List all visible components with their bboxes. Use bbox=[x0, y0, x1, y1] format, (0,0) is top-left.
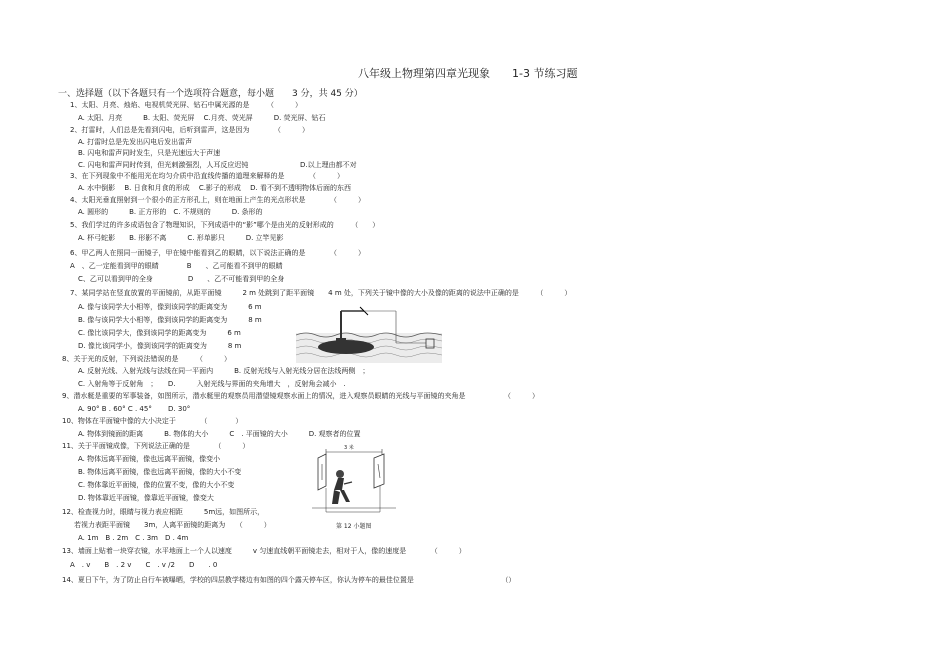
question-12-stem-continued: 若视力表距平面镜 3m，人离平面镜的距离为 （ ） bbox=[74, 521, 271, 529]
question-11-option-a: A. 物体远离平面镜，像也远离平面镜，像变小 bbox=[78, 455, 221, 463]
question-12: 12、检查视力时，眼睛与视力表应相距 5m远，如图所示， bbox=[62, 508, 265, 516]
eye-test-drawing bbox=[304, 444, 404, 522]
question-6: 6、甲乙两人在照同一面镜子，甲在镜中能看到乙的眼睛，以下说法正确的是 （ ） bbox=[70, 249, 365, 257]
question-11: 11、关于平面镜成像，下列说法正确的是 （ ） bbox=[62, 442, 250, 450]
question-14: 14、夏日下午，为了防止自行车被曝晒，学校的四层教学楼边有如图的四个露天停车区，你认为停车的最佳位置是 （） bbox=[62, 576, 516, 584]
question-11-option-c: C. 物体靠近平面镜，像的位置不变，像的大小不变 bbox=[78, 481, 235, 489]
question-4-options: A. 圆形的 B. 正方形的 C. 不规则的 D. 条形的 bbox=[78, 208, 263, 216]
question-7: 7、某同学站在竖直放置的平面镜前，从距平面镜 2 m 处跳到了距平面镜 4 m 处，下列关于镜中像的大小及像的距离的说法中正确的是 （ ） bbox=[70, 289, 572, 297]
question-5: 5、我们学过的许多成语包含了物理知识，下列成语中的“影”哪个是由光的反射形成的 （ ） bbox=[70, 221, 380, 229]
question-4: 4、太阳光垂直照射到一个很小的正方形孔上，则在地面上产生的光点形状是 （ ） bbox=[70, 196, 365, 204]
question-2-option-a: A. 打雷时总是先发出闪电后发出雷声 bbox=[78, 138, 193, 146]
question-2-option-b: B. 闪电和雷声同时发生，只是光速远大于声速 bbox=[78, 149, 221, 157]
question-1-options: A. 太阳、月亮 B. 太阳、荧光屏 C.月亮、荧光屏 D. 荧光屏、钻石 bbox=[78, 114, 326, 122]
question-8: 8、关于光的反射，下列说法错误的是 （ ） bbox=[62, 355, 231, 363]
question-10-options: A. 物体到镜面的距离 B. 物体的大小 C . 平面镜的大小 D. 观察者的位置 bbox=[78, 430, 361, 438]
question-7-option-a: A. 像与该同学大小相等，像到该同学的距离变为 6 m bbox=[78, 303, 262, 311]
periscope-figure bbox=[296, 303, 442, 363]
question-9: 9、潜水艇是重要的军事装备，如图所示，潜水艇里的观察员用潜望镜观察水面上的情况，进入观察员眼睛的光线与平面镜的夹角是 （ ） bbox=[62, 392, 539, 400]
question-3: 3、在下列现象中不能用光在均匀介质中沿直线传播的道理来解释的是 （ ） bbox=[70, 172, 344, 180]
question-2-option-d: D.以上理由都不对 bbox=[300, 161, 357, 169]
section-heading: 一、选择题（以下各题只有一个选项符合题意，每小题 3 分，共 45 分） bbox=[58, 89, 363, 99]
question-7-option-b: B. 像与该同学大小相等，像到该同学的距离变为 8 m bbox=[78, 316, 262, 324]
question-1: 1、太阳、月亮、烛焰、电视机荧光屏、钻石中属光源的是 （ ） bbox=[70, 101, 302, 109]
question-6-options-ab: A 、乙一定能看到甲的眼睛 B 、乙可能看不到甲的眼睛 bbox=[70, 262, 283, 270]
question-2-option-c: C. 闪电和雷声同时传到，但光刺激强烈，人耳反应迟钝 bbox=[78, 161, 249, 169]
page-title: 八年级上物理第四章光现象 1-3 节练习题 bbox=[358, 67, 578, 80]
question-5-options: A. 杯弓蛇影 B. 形影不离 C. 形单影只 D. 立竿见影 bbox=[78, 234, 284, 242]
question-11-option-b: B. 物体远离平面镜，像也远离平面镜，像的大小不变 bbox=[78, 468, 242, 476]
question-8-options-cd: C. 入射角等于反射角 ； D. 入射光线与界面的夹角增大 ，反射角会减小 . bbox=[78, 380, 346, 388]
question-8-options-ab: A. 反射光线、入射光线与法线在同一平面内 B. 反射光线与入射光线分居在法线两侧 ； bbox=[78, 367, 370, 375]
question-10: 10、物体在平面镜中像的大小决定于 （ ） bbox=[62, 417, 243, 425]
question-7-option-d: D. 像比该同学小，像到该同学的距离变为 8 m bbox=[78, 342, 242, 350]
question-9-options: A. 90° B . 60° C . 45° D. 30° bbox=[78, 405, 191, 413]
figure-12-caption: 第 12 小题图 bbox=[336, 523, 372, 530]
question-2: 2、打雷时，人们总是先看到闪电，后听到雷声，这是因为 （ ） bbox=[70, 126, 309, 134]
question-6-options-cd: C、乙可以看到甲的全身 D 、乙不可能看到甲的全身 bbox=[78, 275, 285, 283]
question-13-options: A . v B . 2 v C . v /2 D . 0 bbox=[70, 561, 218, 569]
question-12-options: A. 1m B . 2m C . 3m D . 4m bbox=[78, 534, 189, 542]
figure-12-distance-label: 3 米 bbox=[344, 445, 354, 451]
question-11-option-d: D. 物体靠近平面镜，像靠近平面镜，像变大 bbox=[78, 494, 214, 502]
question-7-option-c: C. 像比该同学大，像到该同学的距离变为 6 m bbox=[78, 329, 241, 337]
question-13: 13、墙面上贴着一块穿衣镜，水平地面上一个人以速度 v 匀速直线朝平面镜走去，相对于人，像的速度是 （ ） bbox=[62, 547, 466, 555]
question-3-options: A. 水中倒影 B. 日食和月食的形成 C.影子的形成 D. 看不到不透明物体后面的东西 bbox=[78, 184, 351, 192]
eye-test-figure bbox=[304, 444, 404, 532]
